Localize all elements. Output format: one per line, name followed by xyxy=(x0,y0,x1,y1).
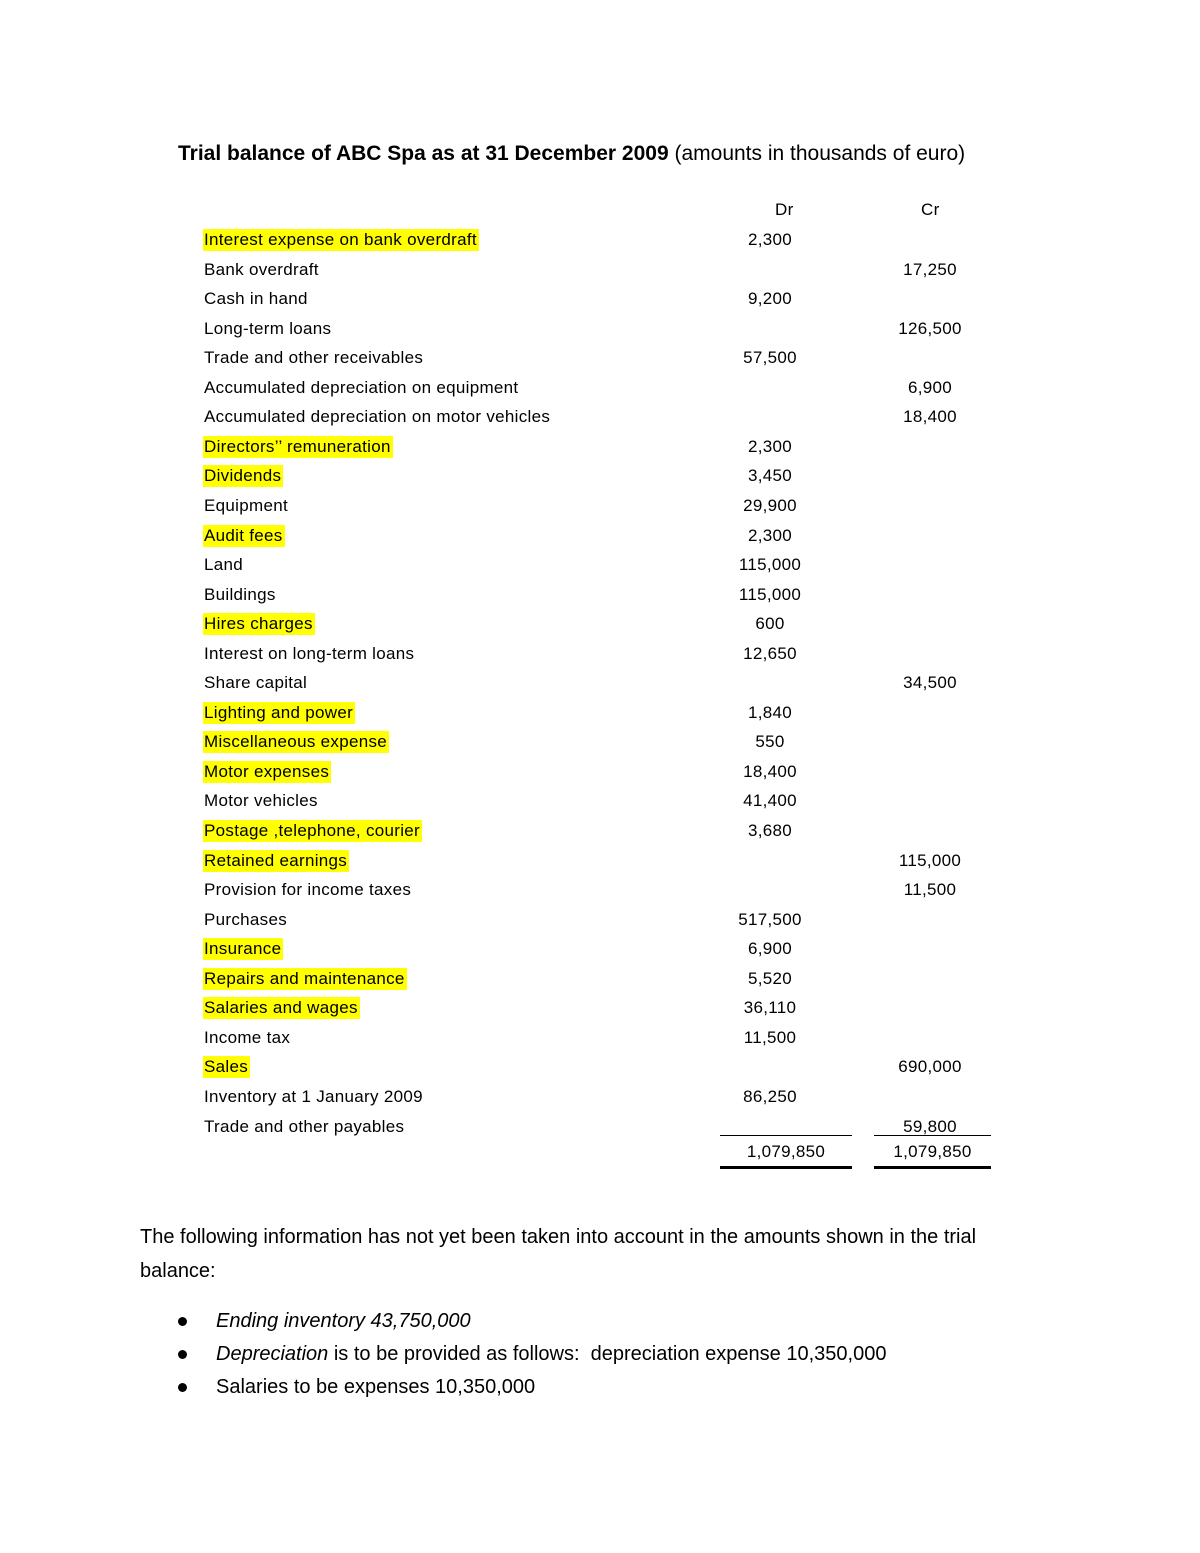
account-name: Sales xyxy=(204,1057,249,1077)
account-name: Directors’’ remuneration xyxy=(204,436,391,456)
account-name: Trade and other receivables xyxy=(204,348,424,368)
account-name: Interest on long-term loans xyxy=(204,643,415,663)
list-item xyxy=(140,1338,886,1371)
account-name: Lighting and power xyxy=(204,702,354,722)
page-title xyxy=(178,142,965,166)
table-row xyxy=(0,640,1200,669)
credit-amount: 11,500 xyxy=(903,880,957,900)
list-item xyxy=(140,1305,886,1338)
credit-subtotal-rule xyxy=(874,1135,991,1136)
debit-amount: 3,450 xyxy=(747,466,793,486)
bullet-icon xyxy=(178,1350,187,1359)
account-name: Inventory at 1 January 2009 xyxy=(204,1086,423,1106)
bullet-icon xyxy=(178,1317,187,1326)
credit-amount: 690,000 xyxy=(898,1057,962,1077)
title-main: Trial balance of ABC Spa as at 31 December 2009 xyxy=(178,142,669,165)
debit-amount: 57,500 xyxy=(743,348,797,368)
credit-amount: 115,000 xyxy=(898,850,962,870)
debit-amount: 36,110 xyxy=(743,998,797,1018)
account-name: Motor expenses xyxy=(204,761,330,781)
account-name: Purchases xyxy=(204,909,288,929)
account-name: Income tax xyxy=(204,1027,291,1047)
debit-amount: 1,840 xyxy=(747,702,793,722)
account-name: Hires charges xyxy=(204,614,313,634)
account-name: Long-term loans xyxy=(204,318,332,338)
title-note: (amounts in thousands of euro) xyxy=(674,142,966,165)
debit-amount: 11,500 xyxy=(743,1027,797,1047)
table-row xyxy=(0,817,1200,846)
debit-amount: 550 xyxy=(755,732,785,752)
adjustments-list xyxy=(140,1305,886,1404)
table-row xyxy=(0,728,1200,757)
account-name: Trade and other payables xyxy=(204,1116,405,1136)
table-row xyxy=(0,787,1200,816)
debit-amount: 6,900 xyxy=(747,939,793,959)
debit-amount: 2,300 xyxy=(747,436,793,456)
debit-total: 1,079,850 xyxy=(746,1142,826,1161)
account-name: Accumulated depreciation on equipment xyxy=(204,377,519,397)
account-name: Cash in hand xyxy=(204,289,308,309)
table-row xyxy=(0,669,1200,698)
list-item xyxy=(140,1371,886,1404)
debit-amount: 86,250 xyxy=(743,1086,797,1106)
debit-total-double-rule xyxy=(720,1166,852,1169)
table-row xyxy=(0,462,1200,491)
intro-paragraph: The following information has not yet been taken into account in the amounts shown in the trial balance: xyxy=(140,1226,977,1282)
account-name: Provision for income taxes xyxy=(204,880,412,900)
table-row xyxy=(0,965,1200,994)
table-row xyxy=(0,344,1200,373)
account-name: Land xyxy=(204,555,244,575)
account-name: Salaries and wages xyxy=(204,998,358,1018)
account-name: Buildings xyxy=(204,584,276,604)
table-row xyxy=(0,551,1200,580)
account-name: Audit fees xyxy=(204,525,283,545)
adjustment-italic-text: Depreciation xyxy=(216,1343,329,1365)
table-row xyxy=(0,994,1200,1023)
bullet-icon xyxy=(178,1383,187,1392)
table-row xyxy=(0,935,1200,964)
debit-amount: 18,400 xyxy=(743,761,797,781)
debit-amount: 2,300 xyxy=(747,525,793,545)
table-row xyxy=(0,433,1200,462)
debit-amount: 2,300 xyxy=(747,230,793,249)
account-name: Equipment xyxy=(204,495,288,515)
credit-amount: 17,250 xyxy=(903,259,957,279)
table-row xyxy=(0,522,1200,551)
credit-total: 1,079,850 xyxy=(893,1142,972,1161)
account-name: Share capital xyxy=(204,673,308,693)
credit-amount: 59,800 xyxy=(903,1116,957,1136)
table-row xyxy=(0,1024,1200,1053)
table-row xyxy=(0,847,1200,876)
account-name: Miscellaneous expense xyxy=(204,732,388,752)
table-row xyxy=(0,1083,1200,1112)
table-row xyxy=(0,581,1200,610)
account-name: Accumulated depreciation on motor vehicles xyxy=(204,407,551,427)
credit-amount: 6,900 xyxy=(907,377,953,397)
table-row xyxy=(0,374,1200,403)
debit-amount: 41,400 xyxy=(743,791,797,811)
adjustment-text: Salaries to be expenses 10,350,000 xyxy=(216,1376,536,1398)
account-name: Postage ,telephone, courier xyxy=(204,821,421,840)
debit-amount: 115,000 xyxy=(738,555,802,575)
credit-amount: 34,500 xyxy=(903,673,957,693)
account-name: Dividends xyxy=(204,466,282,486)
table-row xyxy=(0,1053,1200,1082)
credit-total-double-rule xyxy=(874,1166,991,1169)
table-row xyxy=(0,906,1200,935)
debit-subtotal-rule xyxy=(720,1135,852,1136)
adjustment-text: is to be provided as follows: depreciation expense 10,350,000 xyxy=(328,1343,887,1365)
debit-amount: 3,680 xyxy=(747,821,793,840)
account-name: Retained earnings xyxy=(204,850,348,870)
credit-amount: 18,400 xyxy=(903,407,957,427)
table-row xyxy=(0,315,1200,344)
debit-amount: 12,650 xyxy=(743,643,797,663)
table-row xyxy=(0,699,1200,728)
table-row xyxy=(0,492,1200,521)
table-row xyxy=(0,403,1200,432)
account-name: Motor vehicles xyxy=(204,791,318,811)
debit-amount: 29,900 xyxy=(743,495,797,515)
credit-amount: 126,500 xyxy=(898,318,962,338)
account-name: Interest expense on bank overdraft xyxy=(204,230,477,249)
credit-column-header: Cr xyxy=(921,200,940,219)
debit-amount: 9,200 xyxy=(747,289,793,309)
table-row xyxy=(0,876,1200,905)
debit-amount: 5,520 xyxy=(747,968,793,988)
debit-column-header: Dr xyxy=(775,200,794,219)
table-row xyxy=(0,610,1200,639)
debit-amount: 517,500 xyxy=(738,909,802,929)
adjustment-italic-text: Ending inventory 43,750,000 xyxy=(216,1310,471,1332)
account-name: Repairs and maintenance xyxy=(204,968,405,988)
debit-amount: 115,000 xyxy=(738,584,802,604)
debit-amount: 600 xyxy=(755,614,785,634)
account-name: Bank overdraft xyxy=(204,259,319,279)
table-row xyxy=(0,1113,1200,1142)
table-row xyxy=(0,285,1200,314)
table-row xyxy=(0,226,1200,255)
table-row xyxy=(0,256,1200,285)
table-row xyxy=(0,758,1200,787)
account-name: Insurance xyxy=(204,939,282,959)
